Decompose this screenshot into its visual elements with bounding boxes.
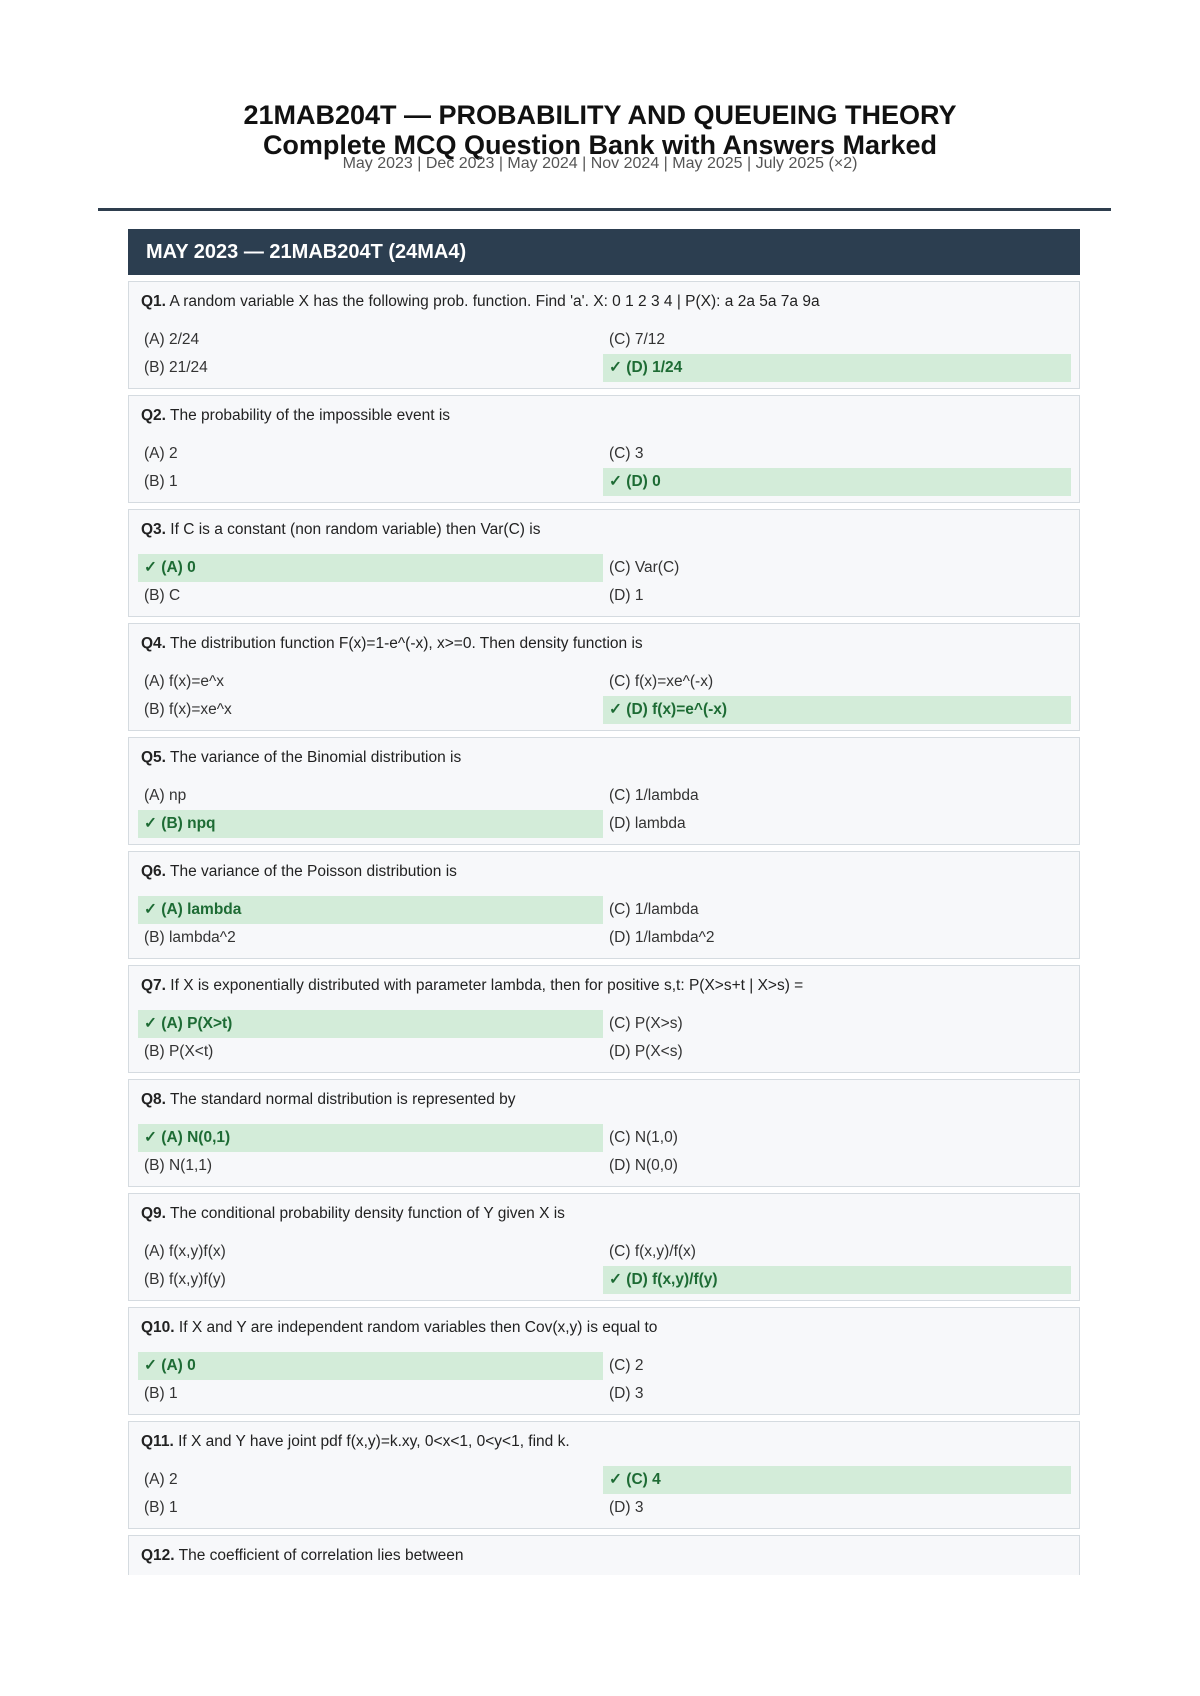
question-text xyxy=(141,749,461,767)
question-text xyxy=(141,1319,657,1337)
correct-option: ✓ (C) 4 xyxy=(603,1466,1071,1494)
question-number: Q4. xyxy=(141,635,166,652)
correct-option: ✓ (A) N(0,1) xyxy=(138,1124,603,1152)
question-bank xyxy=(128,229,1080,1575)
correct-option: ✓ (D) f(x,y)/f(y) xyxy=(603,1266,1071,1294)
question-card xyxy=(128,623,1080,731)
question-text xyxy=(141,521,540,539)
question-card xyxy=(128,737,1080,845)
question-number: Q9. xyxy=(141,1205,166,1222)
option: (A) f(x)=e^x xyxy=(144,673,225,690)
option: (B) 21/24 xyxy=(144,359,208,376)
correct-option: ✓ (A) 0 xyxy=(138,1352,603,1380)
option: (C) 3 xyxy=(609,445,644,462)
header-divider xyxy=(98,208,1111,211)
option: (B) N(1,1) xyxy=(144,1157,213,1174)
question-text xyxy=(141,863,457,881)
option: (D) P(X<s) xyxy=(609,1043,683,1060)
correct-option: ✓ (D) 1/24 xyxy=(603,354,1071,382)
question-text xyxy=(141,1547,464,1565)
option: (D) 3 xyxy=(609,1385,644,1402)
question-stem: The coefficient of correlation lies between xyxy=(178,1547,464,1564)
question-stem: The variance of the Binomial distribution is xyxy=(170,749,462,766)
option: (B) 1 xyxy=(144,1499,178,1516)
option: (C) 1/lambda xyxy=(609,787,699,804)
question-card xyxy=(128,1193,1080,1301)
question-text xyxy=(141,1205,565,1223)
correct-option: ✓ (A) P(X>t) xyxy=(138,1010,603,1038)
question-card xyxy=(128,509,1080,617)
option: (D) 3 xyxy=(609,1499,644,1516)
question-stem: The probability of the impossible event is xyxy=(170,407,451,424)
question-card xyxy=(128,965,1080,1073)
question-number: Q10. xyxy=(141,1319,175,1336)
option: (C) Var(C) xyxy=(609,559,680,576)
question-stem: If X and Y are independent random variables then Cov(x,y) is equal to xyxy=(178,1319,658,1336)
option: (A) f(x,y)f(x) xyxy=(144,1243,226,1260)
option: (D) N(0,0) xyxy=(609,1157,678,1174)
exam-sessions-line: May 2023 | Dec 2023 | May 2024 | Nov 2024 | May 2025 | July 2025 (×2) xyxy=(342,155,858,172)
question-number: Q7. xyxy=(141,977,166,994)
option: (A) np xyxy=(144,787,187,804)
option: (C) N(1,0) xyxy=(609,1129,678,1146)
option: (B) C xyxy=(144,587,181,604)
question-card xyxy=(128,1307,1080,1415)
question-text xyxy=(141,977,803,995)
question-text xyxy=(141,1433,570,1451)
question-stem: The variance of the Poisson distribution is xyxy=(170,863,457,880)
question-number: Q11. xyxy=(141,1433,174,1450)
option: (B) 1 xyxy=(144,473,178,490)
question-text xyxy=(141,635,643,653)
option: (C) 2 xyxy=(609,1357,644,1374)
question-stem: If C is a constant (non random variable) then Var(C) is xyxy=(170,521,541,538)
question-stem: A random variable X has the following prob. function. Find 'a'. X: 0 1 2 3 4 | P(X): a 2a 5a 7a 9a xyxy=(169,293,820,310)
question-card xyxy=(128,395,1080,503)
question-list xyxy=(128,281,1080,1575)
option: (D) lambda xyxy=(609,815,686,832)
option: (B) f(x,y)f(y) xyxy=(144,1271,226,1288)
question-stem: If X is exponentially distributed with parameter lambda, then for positive s,t: P(X>s+t | X>s) = xyxy=(170,977,804,994)
question-stem: The conditional probability density function of Y given X is xyxy=(170,1205,565,1222)
question-number: Q3. xyxy=(141,521,166,538)
question-card xyxy=(128,281,1080,389)
question-number: Q8. xyxy=(141,1091,166,1108)
option: (B) 1 xyxy=(144,1385,178,1402)
option: (C) P(X>s) xyxy=(609,1015,683,1032)
question-number: Q6. xyxy=(141,863,166,880)
question-number: Q1. xyxy=(141,293,166,310)
section-header: MAY 2023 — 21MAB204T (24MA4) xyxy=(128,229,1080,275)
document-header xyxy=(0,100,1200,172)
option: (A) 2/24 xyxy=(144,331,200,348)
document-subtitle-title: Complete MCQ Question Bank with Answers Marked xyxy=(262,130,938,160)
question-card xyxy=(128,851,1080,959)
question-stem: If X and Y have joint pdf f(x,y)=k.xy, 0<x<1, 0<y<1, find k. xyxy=(178,1433,570,1450)
option: (B) lambda^2 xyxy=(144,929,236,946)
option: (B) P(X<t) xyxy=(144,1043,214,1060)
option: (D) 1 xyxy=(609,587,644,604)
question-text xyxy=(141,407,450,425)
question-stem: The distribution function F(x)=1-e^(-x), x>=0. Then density function is xyxy=(170,635,643,652)
document-title: 21MAB204T — PROBABILITY AND QUEUEING THEORY xyxy=(243,100,957,130)
option: (C) f(x,y)/f(x) xyxy=(609,1243,696,1260)
option: (D) 1/lambda^2 xyxy=(609,929,715,946)
option: (C) 1/lambda xyxy=(609,901,699,918)
correct-option: ✓ (A) lambda xyxy=(138,896,603,924)
question-text xyxy=(141,293,820,311)
question-card xyxy=(128,1421,1080,1529)
question-card xyxy=(128,1079,1080,1187)
question-text xyxy=(141,1091,516,1109)
question-number: Q5. xyxy=(141,749,166,766)
question-number: Q12. xyxy=(141,1547,175,1564)
correct-option: ✓ (A) 0 xyxy=(138,554,603,582)
option: (A) 2 xyxy=(144,445,178,462)
correct-option: ✓ (D) f(x)=e^(-x) xyxy=(603,696,1071,724)
correct-option: ✓ (B) npq xyxy=(138,810,603,838)
question-stem: The standard normal distribution is represented by xyxy=(170,1091,516,1108)
question-card xyxy=(128,1535,1080,1575)
option: (C) f(x)=xe^(-x) xyxy=(609,673,714,690)
option: (B) f(x)=xe^x xyxy=(144,701,232,718)
question-number: Q2. xyxy=(141,407,166,424)
correct-option: ✓ (D) 0 xyxy=(603,468,1071,496)
option: (A) 2 xyxy=(144,1471,178,1488)
option: (C) 7/12 xyxy=(609,331,665,348)
